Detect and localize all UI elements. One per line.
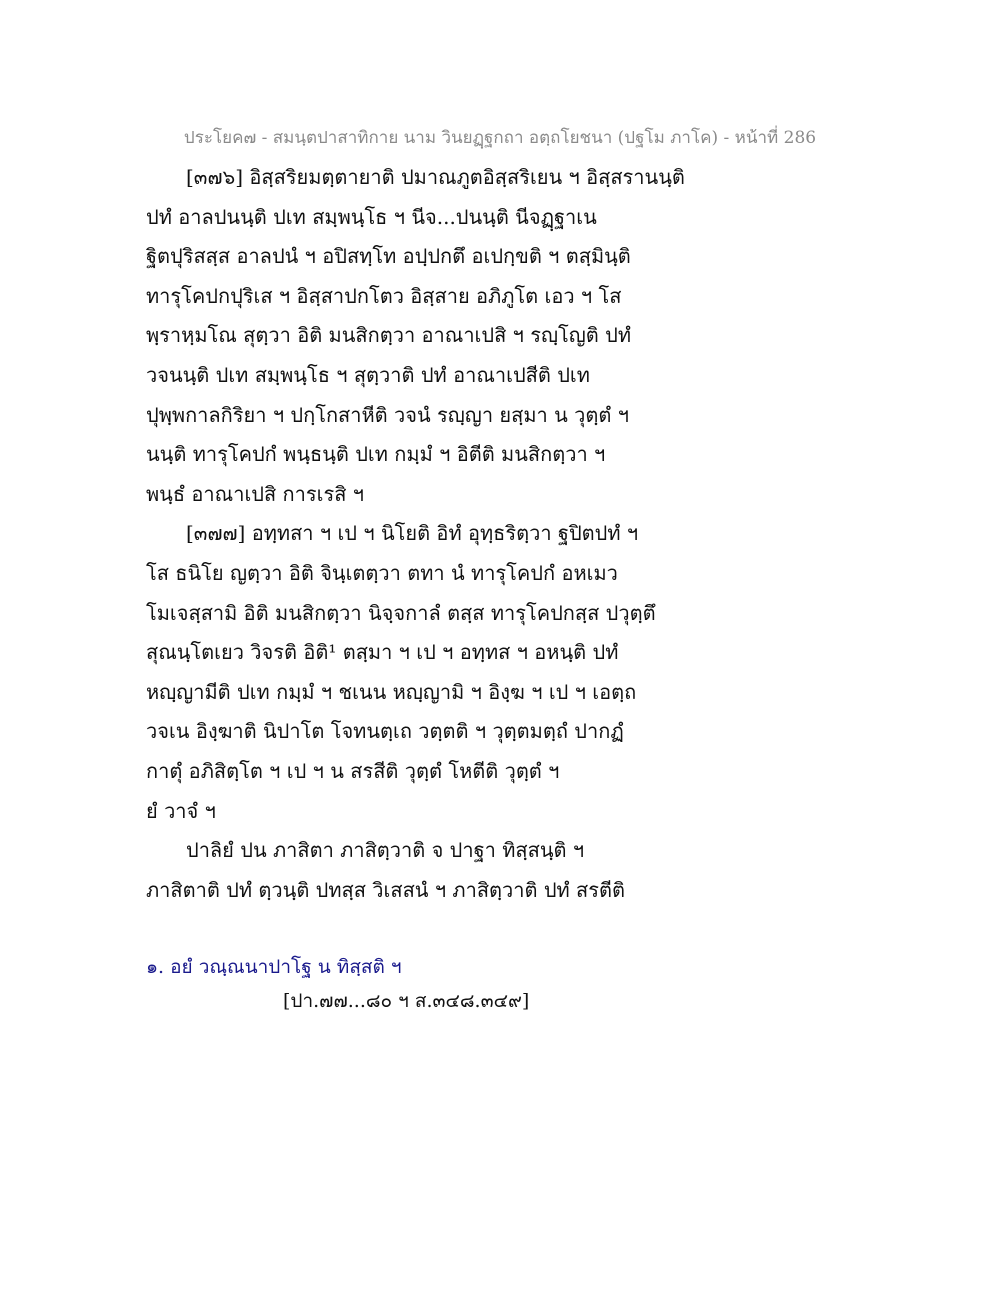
text-line: ปทํ อาลปนนฺติ ปเท สมฺพนฺโธ ฯ นีจ...ปนนฺติ นีจฏฺฐาเน — [146, 204, 597, 229]
text-line: [๓๗๖] อิสฺสริยมตฺตายาติ ปมาณภูตอิสฺสริเยน ฯ อิสฺสรานนฺติ — [186, 165, 685, 189]
text-line: กาตุํ อภิสิตฺโต ฯ เป ฯ น สรสีติ วุตฺตํ โหตีติ วุตฺตํ ฯ — [146, 758, 560, 783]
footnote: ๑. อยํ วณฺณนาปาโฐ น ทิสฺสติ ฯ — [146, 956, 402, 978]
page-header: ประโยค๗ - สมนฺตปาสาทิกาย นาม วินยฏฺฐกถา อตฺถโยชนา (ปฐโม ภาโค) - หน้าที่ 286 — [183, 128, 817, 148]
text-line: นนฺติ ทารุโคปกํ พนฺธนฺติ ปเท กมฺมํ ฯ อิตีติ มนสิกตฺวา ฯ — [146, 442, 606, 467]
text-line: ฐิตปุริสสฺส อาลปนํ ฯ อปิสทฺโท อปฺปกตึ อเปกฺขติ ฯ ตสฺมินฺติ — [146, 244, 631, 269]
text-line: [๓๗๗] อทฺทสา ฯ เป ฯ นิโยติ อิทํ อุทฺธริตฺวา ฐปิตปทํ ฯ — [186, 521, 639, 546]
text-line: ปาลิยํ ปน ภาสิตา ภาสิตฺวาติ จ ปาฐา ทิสฺสนฺติ ฯ — [186, 838, 585, 863]
text-line: สุณนฺโตเยว วิจรติ อิติ¹ ตสฺมา ฯ เป ฯ อทฺทส ฯ อหนฺติ ปทํ — [146, 640, 619, 665]
text-line: โส ธนิโย ญตฺวา อิติ จินฺเตตฺวา ตทา นํ ทารุโคปกํ อหเมว — [146, 560, 618, 585]
text-line: พนฺธํ อาณาเปสิ การเรสิ ฯ — [146, 481, 364, 506]
text-line: พฺราหฺมโณ สุตฺวา อิติ มนสิกตฺวา อาณาเปสิ ฯ รญฺโญติ ปทํ — [146, 323, 632, 348]
text-line: โมเจสฺสามิ อิติ มนสิกตฺวา นิจฺจกาลํ ตสฺส ทารุโคปกสฺส ปวุตฺตึ — [146, 600, 656, 625]
body-text — [146, 158, 866, 910]
page-reference: [ปา.๗๗...๘๐ ฯ ส.๓๔๘.๓๔๙] — [283, 990, 530, 1012]
text-line: ปุพฺพกาลกิริยา ฯ ปกฺโกสาหีติ วจนํ รญฺญา ยสฺมา น วุตฺตํ ฯ — [146, 402, 629, 427]
text-line: ยํ วาจํ ฯ — [146, 798, 216, 823]
text-line: หญฺญามีติ ปเท กมฺมํ ฯ ชเนน หญฺญามิ ฯ อิงฺฆ ฯ เป ฯ เอตฺถ — [146, 679, 637, 704]
text-line: วจนนฺติ ปเท สมฺพนฺโธ ฯ สุตฺวาติ ปทํ อาณาเปสีติ ปเท — [146, 362, 590, 387]
text-line: วจเน อิงฺฆาติ นิปาโต โจทนตฺเถ วตฺตติ ฯ วุตฺตมตฺถํ ปากฏํ — [146, 719, 624, 744]
text-line: ทารุโคปกปุริเส ฯ อิสฺสาปกโตว อิสฺสาย อภิภูโต เอว ฯ โส — [146, 283, 622, 308]
text-line: ภาสิตาติ ปทํ ตฺวนฺติ ปทสฺส วิเสสนํ ฯ ภาสิตฺวาติ ปทํ สรตีติ — [146, 877, 625, 902]
